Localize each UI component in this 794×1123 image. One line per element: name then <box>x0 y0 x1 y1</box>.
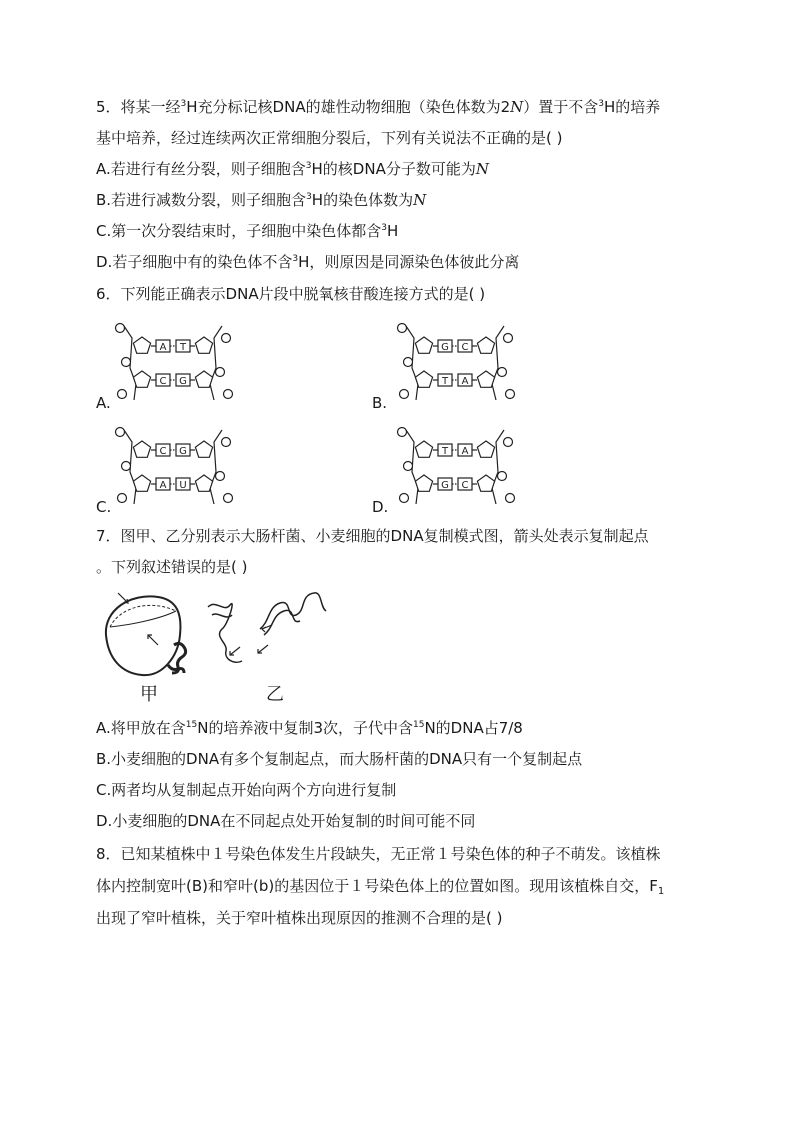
phosphate-circle <box>506 390 515 399</box>
phosphate-circle <box>400 390 409 399</box>
base-letter: C <box>461 480 469 491</box>
sugar-pentagon <box>133 371 150 387</box>
figure-label-yi: 乙 <box>266 684 284 705</box>
phosphate-circle <box>118 390 127 399</box>
sugar-pentagon <box>477 441 494 457</box>
q8-stem-line3: 出现了窄叶植株，关于窄叶植株出现原因的推测不合理的是( ) <box>96 909 503 927</box>
sugar-pentagon <box>195 441 212 457</box>
q5-stem-line2: 基中培养，经过连续两次正常细胞分裂后，下列有关说法不正确的是( ) <box>96 129 563 147</box>
q6-option-b-label: B. <box>372 394 388 412</box>
phosphate-circle <box>398 324 407 333</box>
base-letter: G <box>179 376 187 387</box>
phosphate-circle <box>404 358 413 367</box>
figure-label-jia: 甲 <box>140 684 158 705</box>
base-letter: A <box>461 446 469 457</box>
q5-option-b: B.若进行减数分裂，则子细胞含$^3$H的染色体数为N <box>96 191 427 209</box>
q7-option-c: C.两者均从复制起点开始向两个方向进行复制 <box>96 781 397 799</box>
base-letter: G <box>179 446 187 457</box>
q6-option-c-label: C. <box>96 498 112 516</box>
phosphate-circle <box>116 428 125 437</box>
q7-option-a: A.将甲放在含$^{15}$N的培养液中复制3次，子代中含$^{15}$N的DNA占7/8 <box>96 719 523 737</box>
base-letter: C <box>159 376 167 387</box>
phosphate-circle <box>122 462 131 471</box>
base-letter: T <box>441 376 449 387</box>
q5-option-a: A.若进行有丝分裂，则子细胞含$^3$H的核DNA分子数可能为N <box>96 160 489 178</box>
phosphate-circle <box>498 368 507 377</box>
phosphate-circle <box>216 368 225 377</box>
sugar-pentagon <box>133 441 150 457</box>
phosphate-circle <box>122 358 131 367</box>
sugar-pentagon <box>477 337 494 353</box>
phosphate-circle <box>224 494 233 503</box>
phosphate-circle <box>404 462 413 471</box>
q5-option-c: C.第一次分裂结束时，子细胞中染色体都含$^3$H <box>96 222 399 240</box>
base-letter: T <box>179 342 187 353</box>
wheat-dna <box>208 593 326 662</box>
sugar-pentagon <box>477 371 494 387</box>
q7-option-b: B.小麦细胞的DNA有多个复制起点，而大肠杆菌的DNA只有一个复制起点 <box>96 750 583 768</box>
phosphate-circle <box>504 438 513 447</box>
q6-option-c-diagram <box>110 422 240 512</box>
q8-stem-line2: 体内控制宽叶(B)和窄叶(b)的基因位于１号染色体上的位置如图。现用该植株自交，$F_1$ <box>96 877 665 897</box>
q5-stem-line1: 5．将某一经$^3$H充分标记核DNA的雄性动物细胞（染色体数为2N）置于不含$^3$H的培养 <box>96 98 661 116</box>
phosphate-circle <box>116 324 125 333</box>
sugar-pentagon <box>415 371 432 387</box>
q6-option-a-diagram <box>110 318 240 408</box>
q6-option-d-label: D. <box>372 498 389 516</box>
q6-option-a-label: A. <box>96 394 111 412</box>
q7-option-d: D.小麦细胞的DNA在不同起点处开始复制的时间可能不同 <box>96 812 476 830</box>
ecoli-circle <box>106 593 186 675</box>
q7-stem-line1: 7．图甲、乙分别表示大肠杆菌、小麦细胞的DNA复制模式图，箭头处表示复制起点 <box>96 527 649 545</box>
phosphate-circle <box>222 438 231 447</box>
base-letter: C <box>461 342 469 353</box>
q8-stem-line1: 8．已知某植株中１号染色体发生片段缺失，无正常１号染色体的种子不萌发。该植株 <box>96 845 661 863</box>
sugar-pentagon <box>195 337 212 353</box>
phosphate-circle <box>400 494 409 503</box>
sugar-pentagon <box>195 475 212 491</box>
phosphate-circle <box>398 428 407 437</box>
q7-replication-diagram <box>100 585 330 685</box>
base-letter: G <box>441 342 449 353</box>
q6-option-d-diagram <box>392 422 522 512</box>
sugar-pentagon <box>133 475 150 491</box>
sugar-pentagon <box>415 337 432 353</box>
q7-stem-line2: 。下列叙述错误的是( ) <box>96 558 248 576</box>
q6-stem: 6．下列能正确表示DNA片段中脱氧核苷酸连接方式的是( ) <box>96 285 486 303</box>
base-letter: A <box>159 342 167 353</box>
base-letter: T <box>441 446 449 457</box>
sugar-pentagon <box>195 371 212 387</box>
sugar-pentagon <box>477 475 494 491</box>
base-letter: G <box>441 480 449 491</box>
q5-option-d: D.若子细胞中有的染色体不含$^3$H，则原因是同源染色体彼此分离 <box>96 253 520 271</box>
base-letter: A <box>461 376 469 387</box>
phosphate-circle <box>222 334 231 343</box>
phosphate-circle <box>224 390 233 399</box>
base-letter: C <box>159 446 167 457</box>
phosphate-circle <box>216 472 225 481</box>
sugar-pentagon <box>415 441 432 457</box>
base-letter: U <box>179 480 187 491</box>
sugar-pentagon <box>133 337 150 353</box>
phosphate-circle <box>498 472 507 481</box>
phosphate-circle <box>504 334 513 343</box>
base-letter: A <box>159 480 167 491</box>
q6-option-b-diagram <box>392 318 522 408</box>
phosphate-circle <box>118 494 127 503</box>
phosphate-circle <box>506 494 515 503</box>
sugar-pentagon <box>415 475 432 491</box>
